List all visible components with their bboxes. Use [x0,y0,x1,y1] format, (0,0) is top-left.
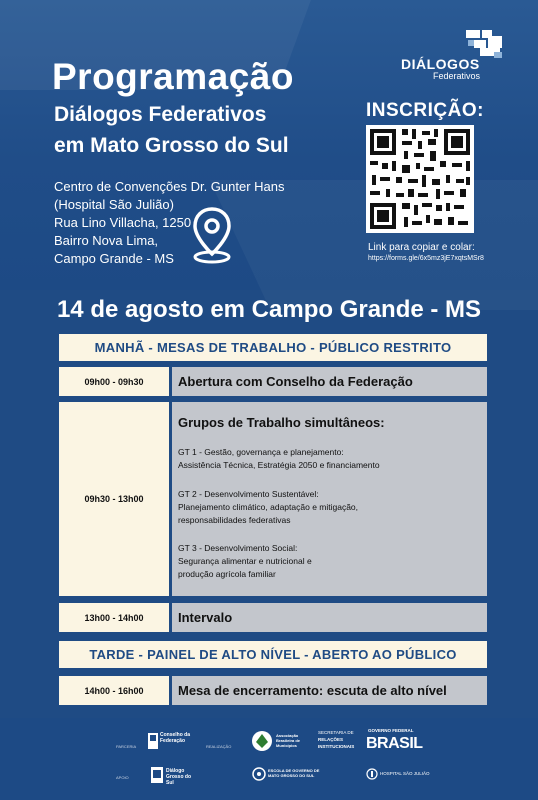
sri-logo-line: INSTITUCIONAIS [318,744,355,749]
address-line: Campo Grande - MS [54,251,174,266]
realization-label: REALIZAÇÃO [206,744,232,749]
working-group-line: GT 2 - Desenvolvimento Sustentável: [178,489,319,499]
working-group-line: Planejamento climático, adaptação e mitigação, [178,502,359,512]
support-label: APOIO [116,775,129,780]
working-group-line: GT 3 - Desenvolvimento Social: [178,543,298,553]
time-slot: 13h00 - 14h00 [59,603,169,632]
registration-link[interactable]: https://forms.gle/6x5mz3jE7xqtsMSr8 [368,255,484,262]
registration-label: INSCRIÇÃO: [366,100,484,121]
morning-band: MANHÃ - MESAS DE TRABALHO - PÚBLICO RESTRITO [59,334,487,361]
afternoon-band: TARDE - PAINEL DE ALTO NÍVEL - ABERTO AO PÚBLICO [59,641,487,668]
working-group-line: GT 1 - Gestão, governança e planejamento: [178,447,344,457]
address-line: Centro de Convenções Dr. Gunter Hans [54,179,285,194]
time-slot: 09h00 - 09h30 [59,367,169,396]
working-group-line: produção agrícola familiar [178,569,276,579]
hospital-logo: HOSPITAL SÃO JULIÃO [380,771,430,776]
logo-subtitle: Federativos [433,71,481,81]
conselho-logo: Conselho da Federação [160,732,191,744]
time-slot: 09h30 - 13h00 [59,402,169,596]
abm-logo: Associação Brasileira de Municípios [276,733,301,748]
conselho-logo-icon [147,732,159,750]
activity-cell [172,402,487,596]
address-line: Bairro Nova Lima, [54,233,159,248]
hospital-logo-icon [366,767,378,781]
date-heading: 14 de agosto em Campo Grande - MS [56,296,482,323]
activity-title: Abertura com Conselho da Federação [178,374,413,389]
dialogo-ms-logo: Diálogo Grosso do Sul [166,768,192,786]
activity-title: Mesa de encerramento: escuta de alto nível [178,683,447,698]
partnership-label: PARCERIA [116,744,137,749]
working-group-line: Assistência Técnica, Estratégia 2050 e financiamento [178,460,380,470]
logo-title: DIÁLOGOS [401,56,480,72]
gov-logo-caption: GOVERNO FEDERAL [368,728,414,733]
address-line: Rua Lino Villacha, 1250 [54,215,192,230]
activity-cell [172,676,487,705]
location-pin-icon [190,206,234,266]
address-line: (Hospital São Julião) [54,197,174,212]
activity-cell [172,603,487,632]
activity-title: Intervalo [178,610,233,625]
escola-governo-logo: ESCOLA DE GOVERNO DE MATO GROSSO DO SUL [268,768,320,778]
abm-logo-icon [251,730,273,752]
activity-title: Grupos de Trabalho simultâneos: [178,415,385,430]
escola-governo-logo-icon [252,767,266,781]
working-group-line: Segurança alimentar e nutricional e [178,556,312,566]
page-title: Programação [52,56,294,97]
brasil-logo: BRASIL [366,735,423,752]
working-group-line: responsabilidades federativas [178,515,291,525]
link-label: Link para copiar e colar: [368,242,475,253]
activity-cell [172,367,487,396]
ms-state-logo-icon [150,766,164,784]
sri-logo-line: SECRETARIA DE [318,730,354,735]
qr-code-icon[interactable] [366,125,474,233]
partners-footer [0,718,538,800]
event-name-line1: Diálogos Federativos [54,103,267,126]
time-slot: 14h00 - 16h00 [59,676,169,705]
event-name-line2: em Mato Grosso do Sul [54,134,289,157]
sri-logo-line: RELAÇÕES [318,737,344,742]
